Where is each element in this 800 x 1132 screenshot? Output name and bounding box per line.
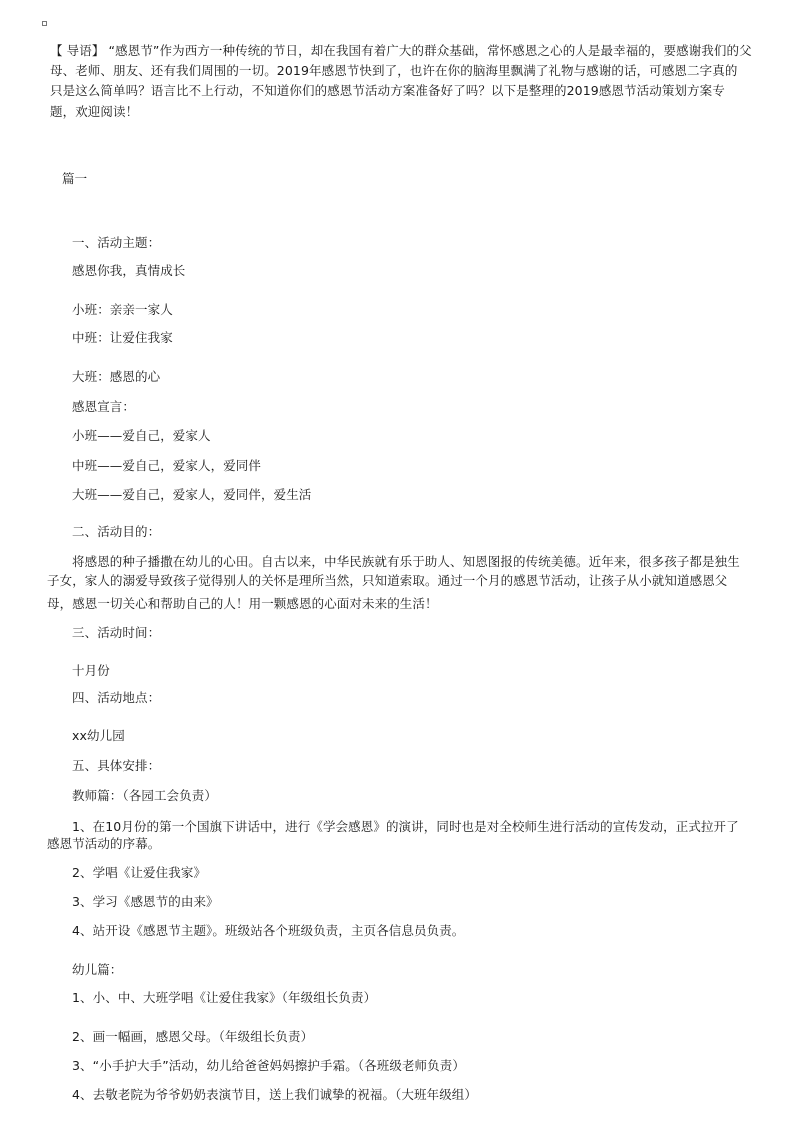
part-title: 篇一 [62,171,88,186]
teacher-item-1-line-2: 感恩节活动的序幕。 [47,836,161,851]
child-item-3: 3、“小手护大手”活动，幼儿给爸爸妈妈擦护手霜。（各班级老师负责） [72,1058,465,1073]
intro-line-1: 【 导语】 “感恩节”作为西方一种传统的节日，却在我国有着广大的群众基础，常怀感恩之心的人是最幸福的，要感谢我们的父 [50,43,752,58]
theme-text: 感恩你我，真情成长 [72,263,186,278]
purpose-line-1: 将感恩的种子播撒在幼儿的心田。自古以来，中华民族就有乐于助人、知恩图报的传统美德。近年来，很多孩子都是独生 [72,554,740,569]
time-text: 十月份 [72,663,110,678]
purpose-line-2: 子女，家人的溺爱导致孩子觉得别人的关怀是理所当然，只知道索取。通过一个月的感恩节活动，让孩子从小就知道感恩父 [47,573,728,588]
child-item-4: 4、去敬老院为爷爷奶奶表演节目，送上我们诚挚的祝福。（大班年级组） [72,1087,478,1102]
declaration-small: 小班——爱自己，爱家人 [72,428,211,443]
intro-line-4: 题，欢迎阅读！ [50,104,139,119]
class-small-theme: 小班：亲亲一家人 [72,302,173,317]
intro-line-2: 母、老师、朋友、还有我们周围的一切。2019年感恩节快到了，也许在你的脑海里飘满了礼物与感谢的话，可感恩二字真的 [50,63,738,78]
declaration-heading: 感恩宣言： [72,399,136,414]
time-heading: 三、活动时间： [72,625,161,640]
intro-line-3: 只是这么简单吗？语言比不上行动，不知道你们的感恩节活动方案准备好了吗？以下是整理的2019感恩节活动策划方案专 [50,83,725,98]
child-heading: 幼儿篇： [72,962,123,977]
teacher-item-4: 4、站开设《感恩节主题》。班级站各个班级负责，主页各信息员负责。 [72,923,465,938]
page-corner-marker [42,21,47,26]
declaration-big: 大班——爱自己，爱家人，爱同伴，爱生活 [72,487,312,502]
theme-heading: 一、活动主题： [72,235,161,250]
class-middle-theme: 中班：让爱住我家 [72,330,173,345]
place-text: xx幼儿园 [72,728,125,743]
teacher-heading: 教师篇：（各园工会负责） [72,788,217,803]
teacher-item-2: 2、学唱《让爱住我家》 [72,865,207,880]
purpose-line-3: 母，感恩一切关心和帮助自己的人！用一颗感恩的心面对未来的生活！ [47,596,438,611]
purpose-heading: 二、活动目的： [72,524,161,539]
child-item-2: 2、画一幅画，感恩父母。（年级组长负责） [72,1029,314,1044]
teacher-item-3: 3、学习《感恩节的由来》 [72,894,219,909]
teacher-item-1-line-1: 1、在10月份的第一个国旗下讲话中，进行《学会感恩》的演讲，同时也是对全校师生进行活动的宣传发动，正式拉开了 [72,819,739,834]
class-big-theme: 大班：感恩的心 [72,369,161,384]
declaration-middle: 中班——爱自己，爱家人，爱同伴 [72,458,262,473]
place-heading: 四、活动地点： [72,690,161,705]
child-item-1: 1、小、中、大班学唱《让爱住我家》（年级组长负责） [72,990,377,1005]
plan-heading: 五、具体安排： [72,758,161,773]
